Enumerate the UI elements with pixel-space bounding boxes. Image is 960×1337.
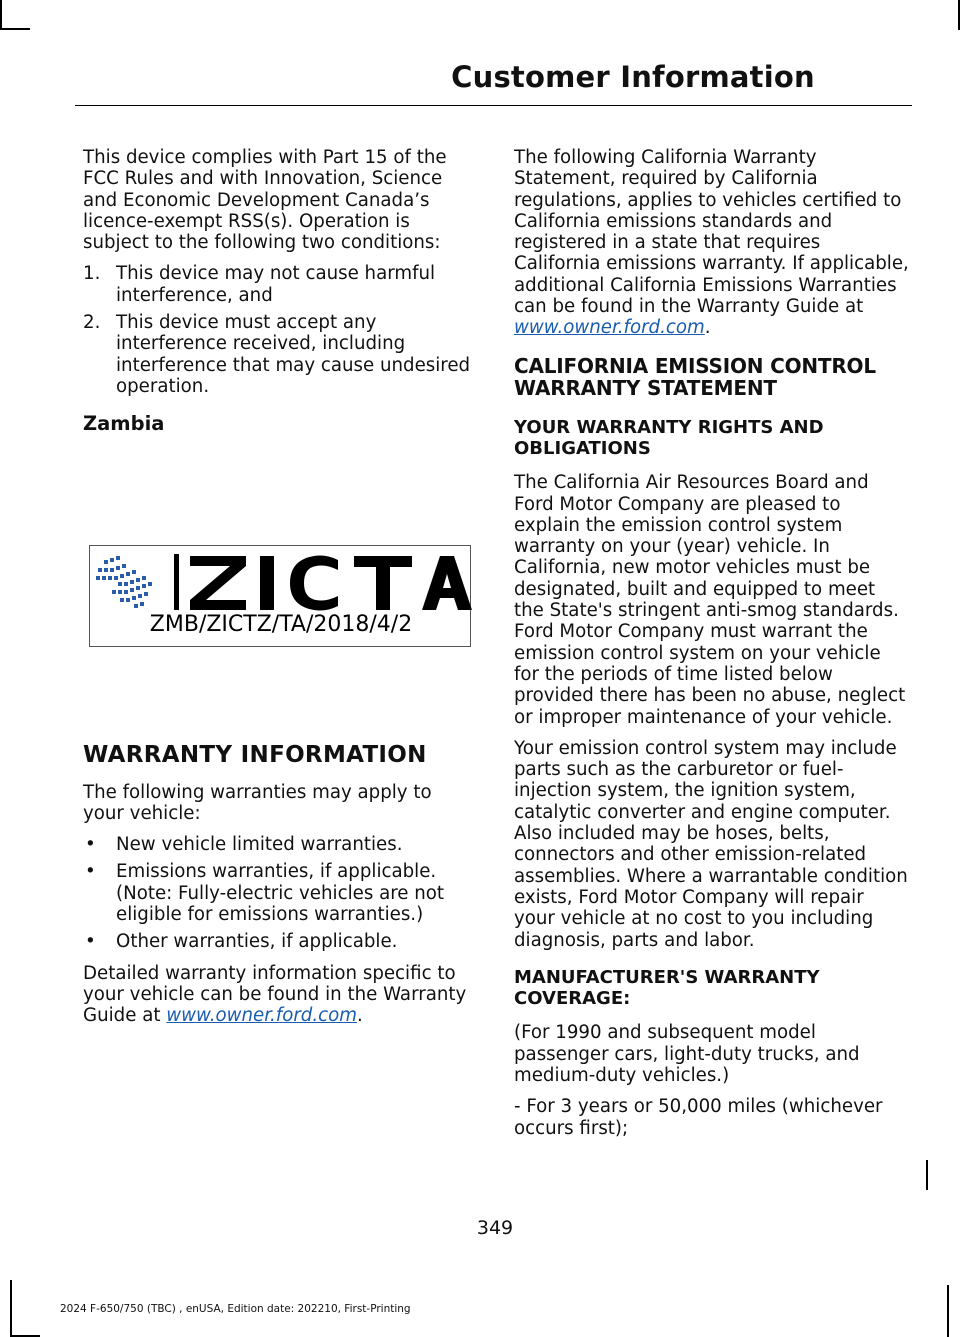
bullet: • [85, 931, 96, 953]
zambia-heading: Zambia [83, 412, 165, 436]
zicta-approval-label [89, 545, 471, 647]
california-intro-text [514, 147, 909, 339]
list-item [83, 861, 478, 925]
california-emission-heading: CALIFORNIA EMISSION CONTROL WARRANTY STATEMENT [514, 353, 876, 400]
crop-mark [10, 1280, 12, 1337]
page-title: Customer Information [451, 60, 815, 94]
crop-mark [926, 1160, 928, 1190]
crop-mark [947, 1285, 949, 1337]
list-marker: 2. [83, 312, 101, 334]
ca-end: . [704, 317, 711, 339]
warranty-detail-text [83, 963, 478, 1027]
list-item [83, 931, 478, 952]
list-marker: 1. [83, 263, 101, 285]
coverage-heading: MANUFACTURER'S WARRANTY COVERAGE: [514, 966, 820, 1010]
crop-mark [0, 0, 2, 30]
detail-text: Detailed warranty information specific to your vehicle can be found in the Warranty Guide at [83, 962, 467, 1027]
list-item [83, 263, 478, 306]
warranty-information-heading: WARRANTY INFORMATION [83, 741, 427, 768]
list-item [83, 312, 478, 397]
coverage-scope-text: (For 1990 and subsequent model passenger cars, light-duty trucks, and medium-duty vehicles.) [514, 1022, 860, 1086]
list-item-text: Emissions warranties, if applicable. (Note: Fully-electric vehicles are not eligible for emissions warranties.) [116, 861, 445, 926]
owner-ford-link[interactable]: www.owner.ford.com [166, 1005, 357, 1027]
list-item [83, 834, 478, 855]
warranty-rights-heading: YOUR WARRANTY RIGHTS AND OBLIGATIONS [514, 416, 824, 459]
bullet: • [85, 834, 96, 856]
owner-ford-link[interactable]: www.owner.ford.com [514, 317, 705, 339]
list-item-text: Other warranties, if applicable. [116, 931, 398, 953]
detail-end: . [356, 1005, 363, 1027]
zicta-approval-code: ZMB/ZICTZ/TA/2018/4/2 [149, 611, 413, 637]
page-number: 349 [476, 1217, 514, 1239]
list-item-text: New vehicle limited warranties. [116, 834, 403, 856]
left-column [83, 147, 478, 1037]
list-item-text: This device may not cause harmful interference, and [116, 263, 436, 306]
header-divider [75, 105, 912, 106]
fcc-compliance-text: This device complies with Part 15 of the FCC Rules and with Innovation, Science and Economic Development Canada’s licence-exempt RSS(s). Operation is subject to the following two conditions: [83, 147, 447, 254]
right-column [514, 147, 909, 1149]
warranty-rights-text: The California Air Resources Board and Ford Motor Company are pleased to explain the emission control system warranty on your (year) vehicle. In California, new motor vehicles must be designated, built and equipped to meet the State's stringent anti-smog standards. Ford Motor Company must warrant the emission control system on your vehicle for the periods of time listed below provided there has been no abuse, neglect or improper maintenance of your vehicle. [514, 472, 906, 728]
warranty-intro-text: The following warranties may apply to your vehicle: [83, 781, 432, 824]
crop-mark [0, 28, 30, 30]
bullet: • [85, 861, 96, 883]
coverage-term-text: - For 3 years or 50,000 miles (whichever occurs first); [514, 1096, 883, 1139]
emission-parts-text: Your emission control system may include parts such as the carburetor or fuel-injection system, the ignition system, catalytic converter and engine computer. Also included may be hoses, belts, connectors and other emission-related assemblies. Where a warrantable condition exists, Ford Motor Company will repair your vehicle at no cost to you including diagnosis, parts and labor. [514, 737, 908, 951]
ca-intro: The following California Warranty Statement, required by California regulations, applies to vehicles certified to California emissions standards and registered in a state that requires California emissions warranty. If applicable, additional California Emissions Warranties can be found in the Warranty Guide at [514, 147, 909, 318]
footer-edition-text: 2024 F-650/750 (TBC) , enUSA, Edition date: 202210, First-Printing [60, 1303, 411, 1315]
list-item-text: This device must accept any interference received, including interference that may cause undesired operation. [116, 312, 471, 397]
warranty-list [83, 834, 478, 952]
conditions-list [83, 263, 478, 397]
